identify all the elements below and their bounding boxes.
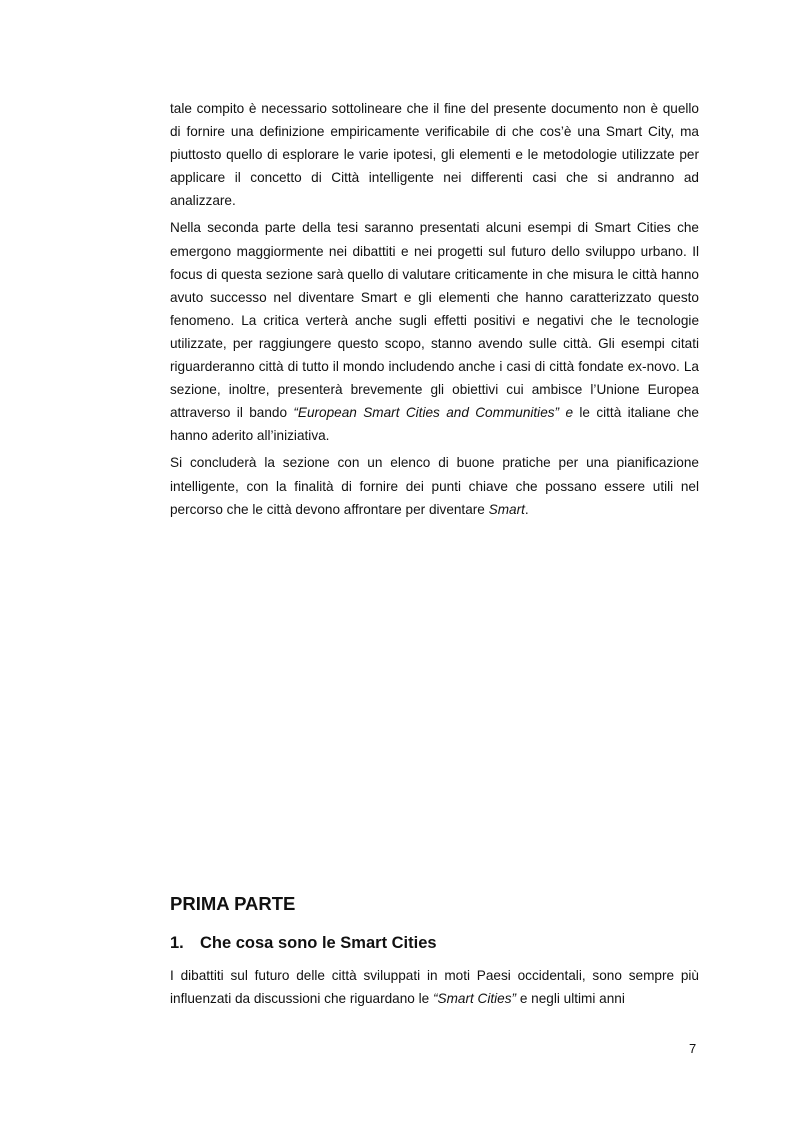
intro-paragraph-1: tale compito è necessario sottolineare che il fine del presente documento non è quello di fornire una definizione empiricamente verificabile di che cos’è una Smart City, ma piuttosto quello di esplorare le varie ipotesi, gli elementi e le metodologie utilizzate per applicare il concetto di Città intelligente nei differenti casi che si andranno ad analizzare. bbox=[170, 101, 699, 209]
chapter-paragraph-italic: “Smart Cities” bbox=[432, 991, 517, 1007]
intro-paragraph-2 bbox=[170, 216, 699, 447]
chapter-paragraph-text: I dibattiti sul futuro delle città sviluppati in moti Paesi occidentali, sono sempre più influenzati da discussioni che riguardano le bbox=[170, 968, 699, 1007]
part-heading: PRIMA PARTE bbox=[170, 893, 296, 914]
intro-paragraph-3-text: Si concluderà la sezione con un elenco di buone pratiche per una pianificazione intelligente, con la finalità di fornire dei punti chiave che possano essere utili nel percorso che le città devono affrontare per diventare bbox=[170, 455, 699, 517]
intro-paragraph-3 bbox=[170, 451, 699, 520]
chapter-title: Che cosa sono le Smart Cities bbox=[200, 934, 437, 952]
intro-paragraph-2-tail: le città italiane che hanno aderito all’iniziativa. bbox=[170, 405, 699, 444]
chapter-number: 1. bbox=[170, 934, 184, 952]
intro-paragraph-2-italic: “European Smart Cities and Communities” e bbox=[293, 405, 574, 421]
intro-text bbox=[170, 97, 699, 525]
intro-paragraph-3-italic: Smart bbox=[488, 501, 525, 517]
chapter-heading bbox=[170, 934, 437, 953]
page-number: 7 bbox=[689, 1041, 697, 1056]
intro-paragraph-3-tail: . bbox=[524, 501, 529, 517]
intro-paragraph-2-text: Nella seconda parte della tesi saranno presentati alcuni esempi di Smart Cities che emergono maggiormente nei dibattiti e nei progetti sul futuro dello sviluppo urbano. Il focus di questa sezione sarà quello di valutare criticamente in che misura le città hanno avuto successo nel diventare Smart e gli elementi che hanno caratterizzato questo fenomeno. La critica verterà anche sugli effetti positivi e negativi che le tecnologie utilizzate, per raggiungere questo scopo, stanno avendo sulle città. Gli esempi citati riguarderanno città di tutto il mondo includendo anche i casi di città fondate ex-novo. La sezione, inoltre, presenterà brevemente gli obiettivi cui ambisce l’Unione Europea attraverso il bando bbox=[170, 220, 699, 421]
chapter-paragraph bbox=[170, 964, 699, 1010]
chapter-paragraph-tail: e negli ultimi anni bbox=[516, 991, 625, 1007]
